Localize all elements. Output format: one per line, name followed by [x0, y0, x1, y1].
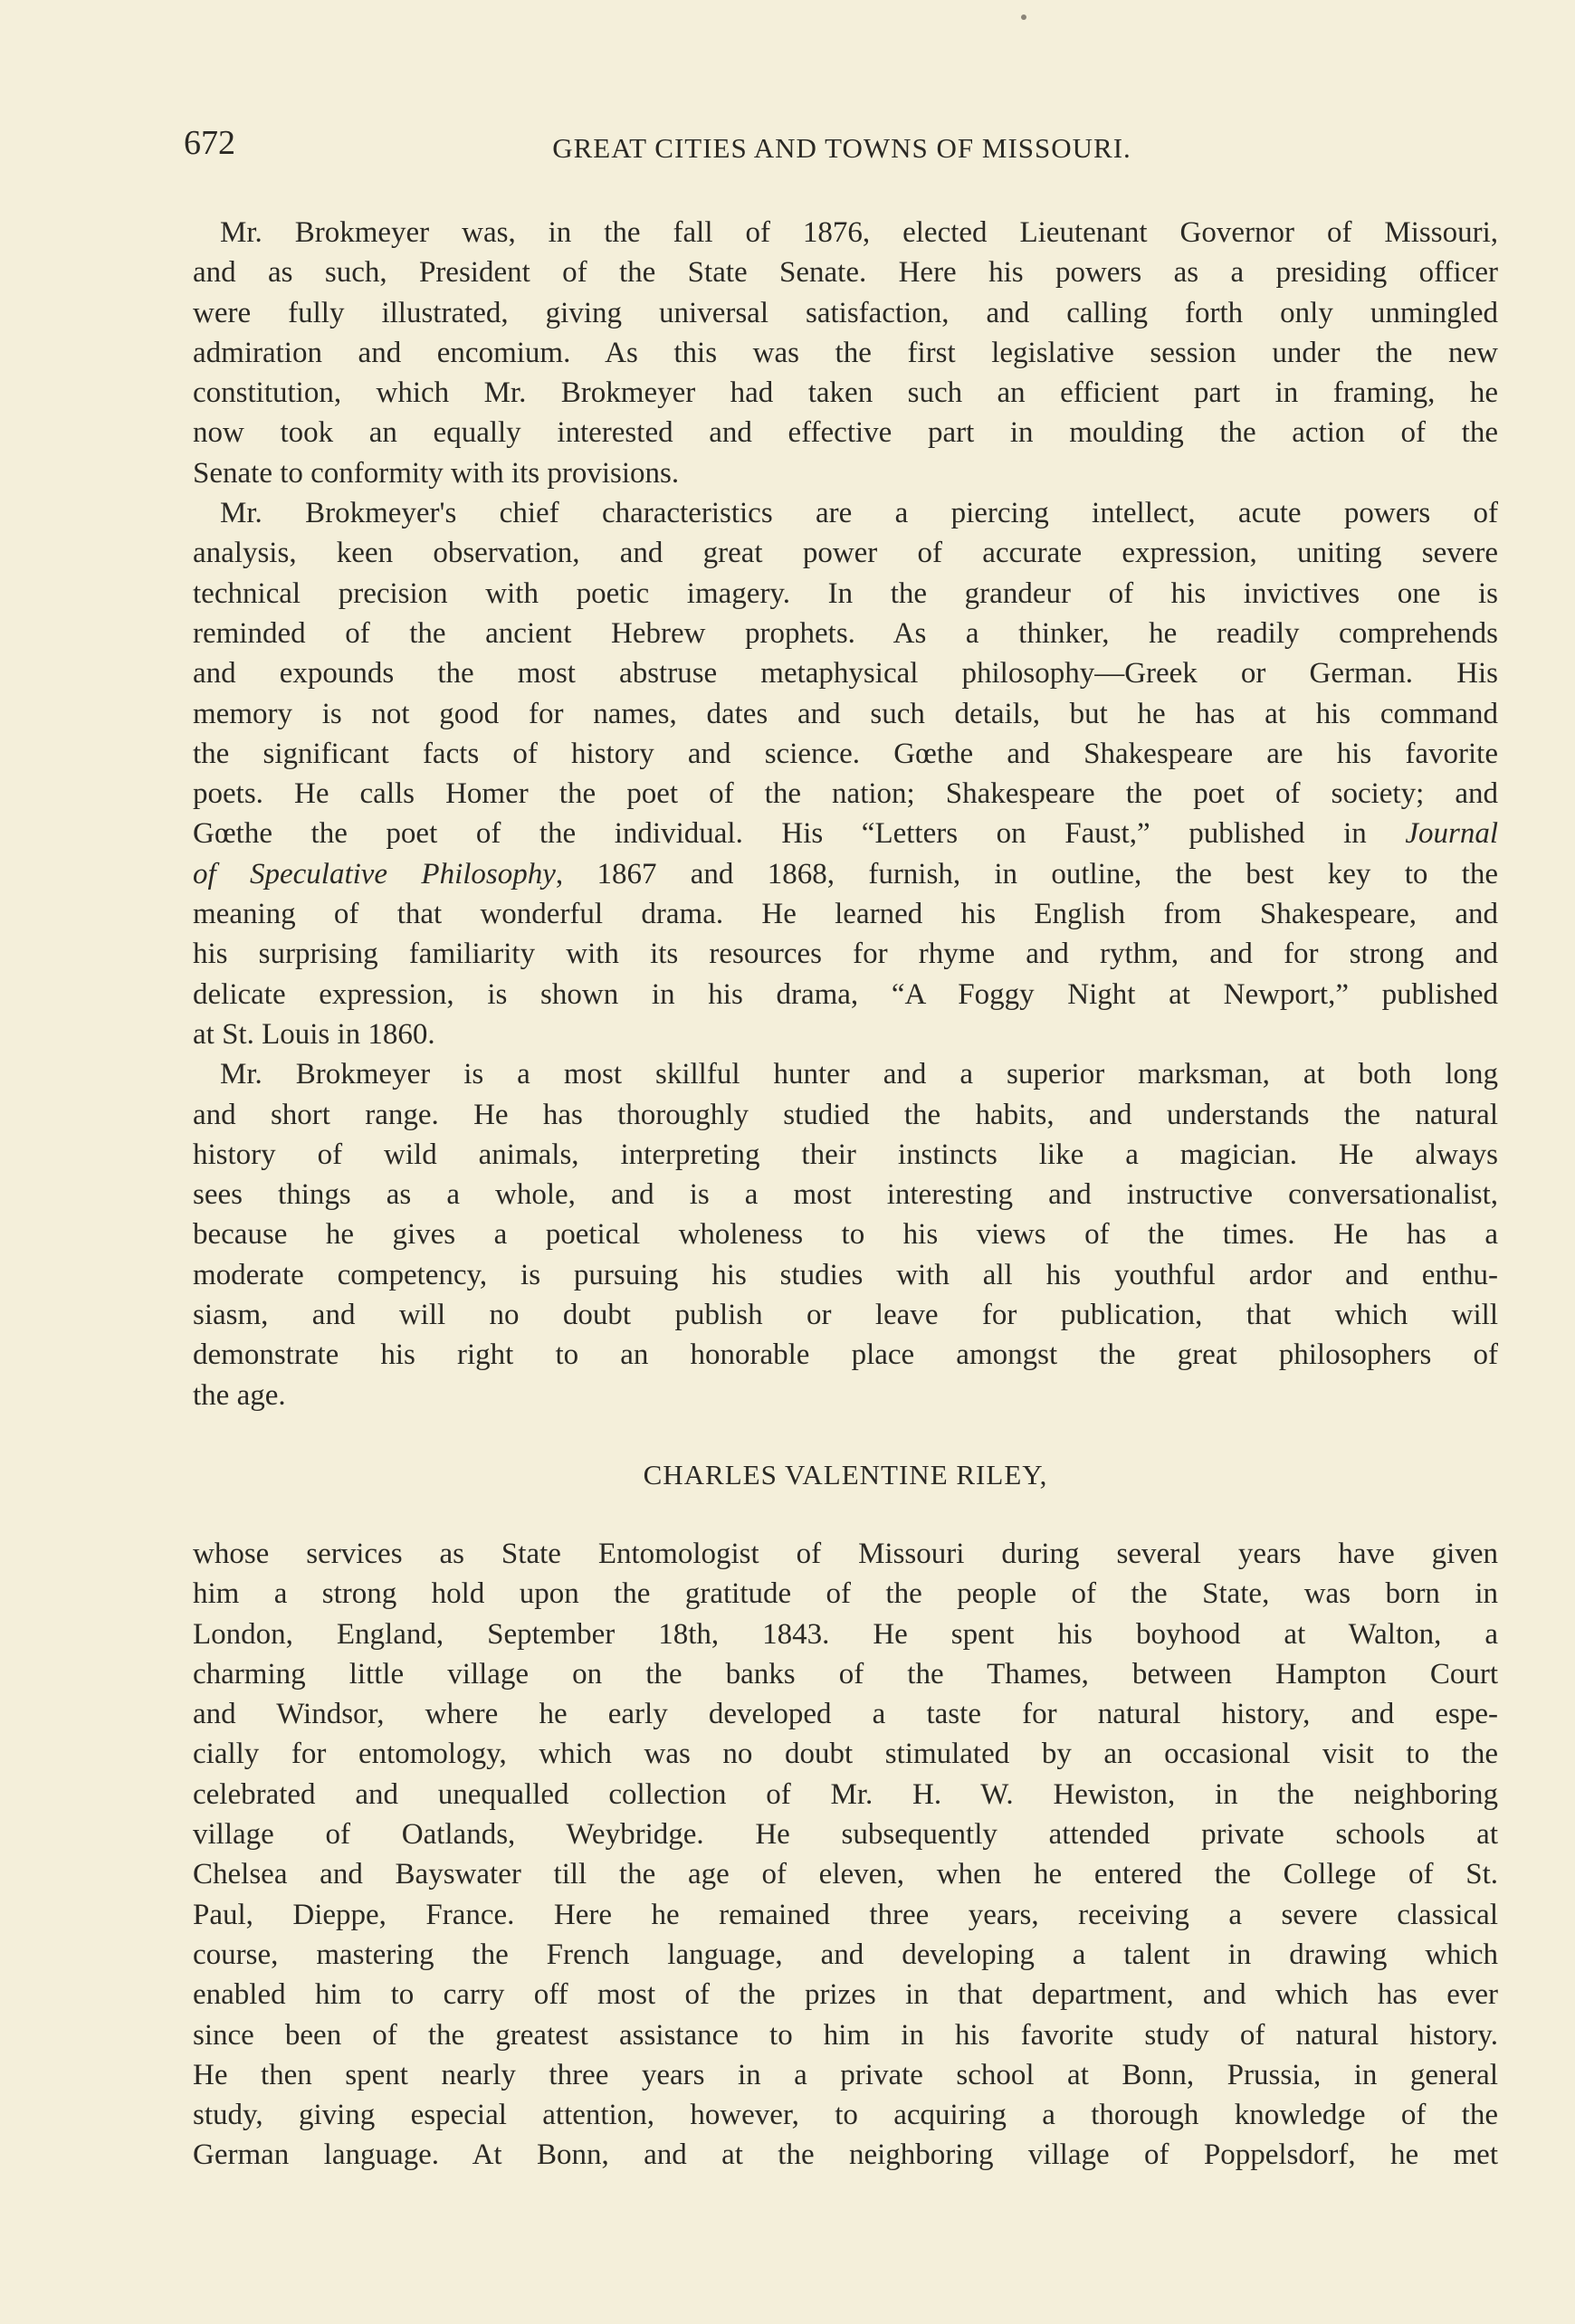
text-line	[193, 1095, 1498, 1135]
text-line	[193, 1376, 1498, 1415]
text-line	[193, 734, 1498, 774]
text-segment: London, England, September 18th, 1843. He spent his boyhood at Walton, a	[193, 1617, 1498, 1651]
text-segment: siasm, and will no doubt publish or leave for publication, that which will	[193, 1299, 1498, 1332]
text-segment: reminded of the ancient Hebrew prophets. As a thinker, he readily comprehends	[193, 616, 1498, 650]
text-segment: meaning of that wonderful drama. He learned his English from Shakespeare, and	[193, 898, 1498, 931]
text-line	[193, 2135, 1498, 2175]
text-line	[193, 2055, 1498, 2095]
text-segment: course, mastering the French language, and developing a talent in drawing which	[193, 1938, 1498, 1971]
text-line	[193, 2015, 1498, 2055]
text-segment: were fully illustrated, giving universal satisfaction, and calling forth only unmingled	[193, 296, 1498, 329]
text-line	[193, 1654, 1498, 1694]
text-segment: Senate to conformity with its provisions.	[193, 456, 680, 490]
body-text-brokmeyer	[193, 213, 1498, 1415]
text-segment: technical precision with poetic imagery. In the grandeur of his invictives one is	[193, 576, 1498, 610]
text-segment: the significant facts of history and science. Gœthe and Shakespeare are his favorite	[193, 737, 1498, 770]
text-segment: enabled him to carry off most of the prizes in that department, and which has ever	[193, 1978, 1498, 2012]
text-segment: admiration and encomium. As this was the first legislative session under the new	[193, 336, 1498, 369]
body-text-riley	[193, 1534, 1498, 2176]
text-line	[193, 213, 1498, 252]
text-line	[193, 1854, 1498, 1894]
text-segment: whose services as State Entomologist of Missouri during several years have given	[193, 1538, 1498, 1570]
text-line	[193, 814, 1498, 853]
text-line	[193, 373, 1498, 413]
text-segment: , 1867 and 1868, furnish, in outline, the best key to the	[555, 857, 1498, 891]
text-segment: study, giving especial attention, however, to acquiring a thorough knowledge of the	[193, 2099, 1498, 2132]
text-line	[193, 333, 1498, 373]
scan-speck	[1021, 14, 1026, 20]
paragraph	[193, 213, 1498, 493]
text-segment: analysis, keen observation, and great power of accurate expression, uniting severe	[193, 537, 1498, 570]
text-line	[193, 252, 1498, 292]
text-segment: and short range. He has thoroughly studied the habits, and understands the natural	[193, 1098, 1498, 1131]
text-line	[193, 854, 1498, 894]
text-segment: Gœthe the poet of the individual. His “Letters on Faust,” published in	[193, 817, 1406, 851]
text-segment: the age.	[193, 1378, 286, 1412]
text-segment: poets. He calls Homer the poet of the nation; Shakespeare the poet of society; and	[193, 777, 1498, 811]
text-segment: cially for entomology, which was no doubt stimulated by an occasional visit to the	[193, 1738, 1498, 1771]
text-segment: at St. Louis in 1860.	[193, 1017, 435, 1051]
text-segment: constitution, which Mr. Brokmeyer had taken such an efficient part in framing, he	[193, 376, 1498, 410]
text-segment: and expounds the most abstruse metaphysical philosophy—Greek or German. His	[193, 657, 1498, 691]
text-line	[193, 894, 1498, 934]
text-line	[193, 574, 1498, 614]
text-segment: since been of the greatest assistance to him in his favorite study of natural history.	[193, 2018, 1498, 2052]
text-segment: He then spent nearly three years in a private school at Bonn, Prussia, in general	[193, 2058, 1498, 2091]
text-segment: and as such, President of the State Senate. Here his powers as a presiding officer	[193, 256, 1498, 290]
text-segment: demonstrate his right to an honorable place amongst the great philosophers of	[193, 1338, 1498, 1372]
text-line	[193, 934, 1498, 974]
paragraph	[193, 1534, 1498, 2176]
paragraph	[193, 493, 1498, 1054]
text-line	[193, 1255, 1498, 1295]
text-line	[193, 493, 1498, 533]
text-line	[193, 1135, 1498, 1175]
text-segment: village of Oatlands, Weybridge. He subsequently attended private schools at	[193, 1818, 1498, 1852]
text-segment: him a strong hold upon the gratitude of the people of the State, was born in	[193, 1577, 1498, 1611]
text-line	[193, 1814, 1498, 1854]
text-line	[193, 614, 1498, 653]
text-line	[193, 975, 1498, 1014]
text-segment: sees things as a whole, and is a most interesting and instructive conversationalist,	[193, 1178, 1498, 1212]
text-line	[193, 533, 1498, 573]
text-line	[193, 1214, 1498, 1254]
text-line	[193, 1295, 1498, 1335]
text-segment: charming little village on the banks of the Thames, between Hampton Court	[193, 1657, 1498, 1691]
text-line	[193, 1895, 1498, 1935]
italic-text: of Speculative Philosophy	[193, 857, 556, 891]
section-heading: CHARLES VALENTINE RILEY,	[643, 1459, 1048, 1491]
text-segment: now took an equally interested and effective part in moulding the action of the	[193, 416, 1498, 450]
text-segment: and Windsor, where he early developed a taste for natural history, and espe-	[193, 1698, 1498, 1731]
text-line	[193, 1975, 1498, 2014]
text-segment: Mr. Brokmeyer's chief characteristics are a piercing intellect, acute powers of	[220, 497, 1498, 530]
text-segment: Mr. Brokmeyer is a most skillful hunter and a superior marksman, at both long	[220, 1058, 1498, 1091]
text-line	[193, 413, 1498, 452]
text-line	[193, 1694, 1498, 1734]
text-line	[193, 2095, 1498, 2135]
text-line	[193, 1335, 1498, 1375]
text-segment: German language. At Bonn, and at the neighboring village of Poppelsdorf, he met	[193, 2138, 1498, 2172]
text-line	[193, 1734, 1498, 1774]
text-segment: Mr. Brokmeyer was, in the fall of 1876, elected Lieutenant Governor of Missouri,	[220, 216, 1498, 249]
text-line	[193, 293, 1498, 333]
running-title: GREAT CITIES AND TOWNS OF MISSOURI.	[552, 132, 1131, 164]
text-line	[193, 1014, 1498, 1054]
text-segment: history of wild animals, interpreting their instincts like a magician. He always	[193, 1138, 1498, 1171]
text-line	[193, 1614, 1498, 1654]
text-segment: because he gives a poetical wholeness to his views of the times. He has a	[193, 1218, 1498, 1252]
text-line	[193, 1534, 1498, 1574]
italic-text: Journal	[1405, 817, 1498, 851]
text-line	[193, 1574, 1498, 1614]
text-segment: delicate expression, is shown in his drama, “A Foggy Night at Newport,” published	[193, 977, 1498, 1011]
text-segment: celebrated and unequalled collection of Mr. H. W. Hewiston, in the neighboring	[193, 1777, 1498, 1811]
paragraph	[193, 1054, 1498, 1415]
text-line	[193, 1775, 1498, 1814]
text-segment: memory is not good for names, dates and such details, but he has at his command	[193, 697, 1498, 730]
text-segment: Chelsea and Bayswater till the age of eleven, when he entered the College of St.	[193, 1858, 1498, 1891]
text-line	[193, 1054, 1498, 1094]
text-segment: moderate competency, is pursuing his studies with all his youthful ardor and enthu-	[193, 1258, 1498, 1291]
text-line	[193, 774, 1498, 814]
text-line	[193, 1175, 1498, 1214]
text-line	[193, 1935, 1498, 1975]
page-number: 672	[184, 124, 235, 162]
text-line	[193, 653, 1498, 693]
text-segment: Paul, Dieppe, France. Here he remained three years, receiving a severe classical	[193, 1898, 1498, 1931]
text-line	[193, 453, 1498, 493]
text-segment: his surprising familiarity with its resources for rhyme and rythm, and for strong and	[193, 938, 1498, 971]
text-line	[193, 694, 1498, 734]
